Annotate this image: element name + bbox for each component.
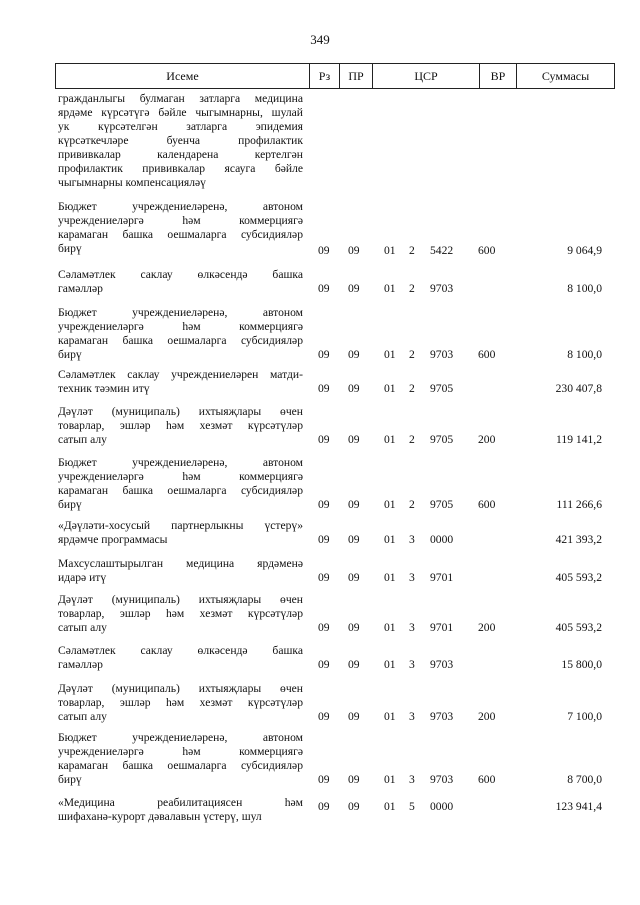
row-name-line: Бюджет учреждениеләренә, автоном [58, 731, 303, 744]
cell-csr-code: 5422 [430, 244, 454, 257]
row-name-line: Дәүләт (муниципаль) ихтыяҗлары өчен [58, 405, 303, 418]
cell-csr-program: 01 [384, 710, 396, 723]
row-name [58, 796, 303, 824]
header-vr: ВР [479, 64, 516, 88]
row-name-line: күрсәткечләре буенча профилактик [58, 134, 303, 147]
cell-vr: 200 [478, 621, 496, 634]
table-row [55, 644, 615, 672]
cell-sum: 123 941,4 [555, 800, 602, 813]
table-row [55, 682, 615, 724]
cell-rz: 09 [318, 382, 330, 395]
row-name [58, 268, 303, 296]
cell-csr-code: 9705 [430, 382, 454, 395]
row-name [58, 405, 303, 447]
row-name [58, 200, 303, 256]
table-row [55, 519, 615, 547]
cell-rz: 09 [318, 571, 330, 584]
cell-csr-subprogram: 2 [409, 498, 415, 511]
row-name-line: Бюджет учреждениеләренә, автоном [58, 306, 303, 319]
cell-csr-code: 0000 [430, 533, 454, 546]
cell-rz: 09 [318, 244, 330, 257]
cell-vr: 200 [478, 710, 496, 723]
row-name-line: учреждениеләргә һәм коммерциягә [58, 320, 303, 333]
row-name [58, 644, 303, 672]
cell-sum: 9 064,9 [567, 244, 602, 257]
cell-pr: 09 [348, 498, 360, 511]
row-name-line: ярдәме күрсәтүгә бәйле чыгымнарны, шулай [58, 106, 303, 119]
cell-sum: 405 593,2 [555, 621, 602, 634]
cell-csr-code: 9701 [430, 571, 454, 584]
cell-pr: 09 [348, 621, 360, 634]
row-name-line: Бюджет учреждениеләренә, автоном [58, 200, 303, 213]
cell-csr-code: 9703 [430, 348, 454, 361]
row-name-line: чыгымнарны компенсацияләү [58, 176, 206, 189]
header-rz: Рз [309, 64, 339, 88]
cell-sum: 421 393,2 [555, 533, 602, 546]
cell-csr-subprogram: 3 [409, 533, 415, 546]
cell-rz: 09 [318, 658, 330, 671]
cell-csr-program: 01 [384, 800, 396, 813]
row-name-line: идарә итү [58, 571, 107, 584]
cell-rz: 09 [318, 800, 330, 813]
row-name-line: бирү [58, 348, 82, 361]
table-row [55, 92, 615, 190]
cell-csr-code: 0000 [430, 800, 454, 813]
cell-rz: 09 [318, 621, 330, 634]
cell-csr-subprogram: 3 [409, 658, 415, 671]
row-name-line: Махсуслаштырылган медицина ярдәменә [58, 557, 303, 570]
cell-sum: 119 141,2 [556, 433, 602, 446]
table-row [55, 405, 615, 447]
row-name-line: прививкалар календарена кертелгән [58, 148, 303, 161]
cell-csr-subprogram: 2 [409, 282, 415, 295]
cell-vr: 600 [478, 244, 496, 257]
row-name-line: гамәлләр [58, 282, 103, 295]
row-name-line: учреждениеләргә һәм коммерциягә [58, 214, 303, 227]
header-sum: Суммасы [516, 64, 614, 88]
cell-pr: 09 [348, 382, 360, 395]
table-row [55, 731, 615, 787]
row-name [58, 306, 303, 362]
cell-csr-subprogram: 3 [409, 710, 415, 723]
row-name-line: «Медицина реабилитациясен һәм [58, 796, 303, 809]
row-name-line: гражданлыгы булмаган затларга медицина [58, 92, 303, 105]
row-name-line: Сәламәтлек саклау өлкәсендә башка [58, 644, 303, 657]
cell-rz: 09 [318, 773, 330, 786]
row-name-line: бирү [58, 498, 82, 511]
row-name-line: Дәүләт (муниципаль) ихтыяҗлары өчен [58, 682, 303, 695]
cell-csr-program: 01 [384, 571, 396, 584]
cell-csr-subprogram: 3 [409, 571, 415, 584]
row-name-line: «Дәүләти-хосусый партнерлыкны үстерү» [58, 519, 303, 532]
cell-pr: 09 [348, 658, 360, 671]
row-name-line: профилактик прививкалар ясауга бәйле [58, 162, 303, 175]
cell-rz: 09 [318, 348, 330, 361]
row-name [58, 456, 303, 512]
cell-pr: 09 [348, 433, 360, 446]
cell-sum: 8 100,0 [567, 282, 602, 295]
row-name-line: гамәлләр [58, 658, 103, 671]
cell-sum: 8 700,0 [567, 773, 602, 786]
cell-rz: 09 [318, 282, 330, 295]
row-name-line: товарлар, эшләр һәм хезмәт күрсәтүләр [58, 696, 303, 709]
row-name-line: товарлар, эшләр һәм хезмәт күрсәтүләр [58, 419, 303, 432]
row-name-line: ярдәмче программасы [58, 533, 168, 546]
cell-csr-subprogram: 2 [409, 433, 415, 446]
table-row [55, 200, 615, 258]
cell-csr-program: 01 [384, 433, 396, 446]
cell-csr-code: 9703 [430, 710, 454, 723]
row-name [58, 731, 303, 787]
row-name-line: Сәламәтлек саклау учреждениеләрен матди- [58, 368, 303, 381]
cell-csr-subprogram: 2 [409, 382, 415, 395]
row-name-line: учреждениеләргә һәм коммерциягә [58, 470, 303, 483]
cell-pr: 09 [348, 571, 360, 584]
cell-csr-program: 01 [384, 498, 396, 511]
row-name-line: сатып алу [58, 433, 107, 446]
row-name-line: Бюджет учреждениеләренә, автоном [58, 456, 303, 469]
cell-sum: 15 800,0 [561, 658, 602, 671]
cell-csr-code: 9703 [430, 773, 454, 786]
row-name-line: Сәламәтлек саклау өлкәсендә башка [58, 268, 303, 281]
cell-vr: 200 [478, 433, 496, 446]
table-row [55, 796, 615, 824]
cell-rz: 09 [318, 498, 330, 511]
cell-pr: 09 [348, 800, 360, 813]
cell-sum: 111 266,6 [556, 498, 602, 511]
cell-sum: 7 100,0 [567, 710, 602, 723]
header-name: Исеме [166, 68, 199, 83]
row-name [58, 92, 303, 190]
row-name-line: карамаган башка оешмаларга субсидияләр [58, 759, 303, 772]
row-name [58, 368, 303, 396]
cell-csr-program: 01 [384, 533, 396, 546]
cell-csr-subprogram: 3 [409, 621, 415, 634]
row-name-line: бирү [58, 773, 82, 786]
cell-csr-code: 9703 [430, 282, 454, 295]
cell-rz: 09 [318, 533, 330, 546]
row-name-line: карамаган башка оешмаларга субсидияләр [58, 484, 303, 497]
cell-pr: 09 [348, 282, 360, 295]
row-name-line: бирү [58, 242, 82, 255]
row-name-line: товарлар, эшләр һәм хезмәт күрсәтүләр [58, 607, 303, 620]
cell-csr-subprogram: 5 [409, 800, 415, 813]
cell-vr: 600 [478, 773, 496, 786]
cell-sum: 230 407,8 [555, 382, 602, 395]
cell-pr: 09 [348, 773, 360, 786]
row-name [58, 519, 303, 547]
cell-rz: 09 [318, 710, 330, 723]
row-name-line: техник тәэмин итү [58, 382, 150, 395]
cell-pr: 09 [348, 710, 360, 723]
cell-vr: 600 [478, 498, 496, 511]
cell-csr-program: 01 [384, 773, 396, 786]
row-name [58, 593, 303, 635]
cell-pr: 09 [348, 348, 360, 361]
cell-pr: 09 [348, 533, 360, 546]
header-csr: ЦСР [372, 64, 479, 88]
table-row [55, 368, 615, 396]
cell-csr-program: 01 [384, 382, 396, 395]
row-name-line: карамаган башка оешмаларга субсидияләр [58, 228, 303, 241]
page-number: 349 [310, 32, 330, 47]
cell-csr-program: 01 [384, 244, 396, 257]
row-name-line: Дәүләт (муниципаль) ихтыяҗлары өчен [58, 593, 303, 606]
row-name [58, 557, 303, 585]
header-pr: ПР [339, 64, 372, 88]
cell-csr-subprogram: 3 [409, 773, 415, 786]
row-name [58, 682, 303, 724]
cell-sum: 405 593,2 [555, 571, 602, 584]
row-name-line: шифаханә-курорт дәвалавын үстерү, шул [58, 810, 262, 823]
table-header [55, 63, 615, 89]
table-row [55, 456, 615, 512]
row-name-line: сатып алу [58, 621, 107, 634]
cell-csr-code: 9705 [430, 433, 454, 446]
cell-csr-code: 9701 [430, 621, 454, 634]
cell-csr-program: 01 [384, 621, 396, 634]
cell-csr-program: 01 [384, 282, 396, 295]
cell-pr: 09 [348, 244, 360, 257]
cell-csr-code: 9703 [430, 658, 454, 671]
table-row [55, 268, 615, 296]
cell-csr-subprogram: 2 [409, 348, 415, 361]
row-name-line: учреждениеләргә һәм коммерциягә [58, 745, 303, 758]
cell-rz: 09 [318, 433, 330, 446]
cell-vr: 600 [478, 348, 496, 361]
cell-csr-program: 01 [384, 348, 396, 361]
cell-csr-program: 01 [384, 658, 396, 671]
row-name-line: ук күрсәтелгән затларга эпидемия [58, 120, 303, 133]
cell-csr-subprogram: 2 [409, 244, 415, 257]
row-name-line: сатып алу [58, 710, 107, 723]
cell-sum: 8 100,0 [567, 348, 602, 361]
table-row [55, 306, 615, 362]
table-row [55, 557, 615, 585]
table-row [55, 593, 615, 635]
row-name-line: карамаган башка оешмаларга субсидияләр [58, 334, 303, 347]
cell-csr-code: 9705 [430, 498, 454, 511]
